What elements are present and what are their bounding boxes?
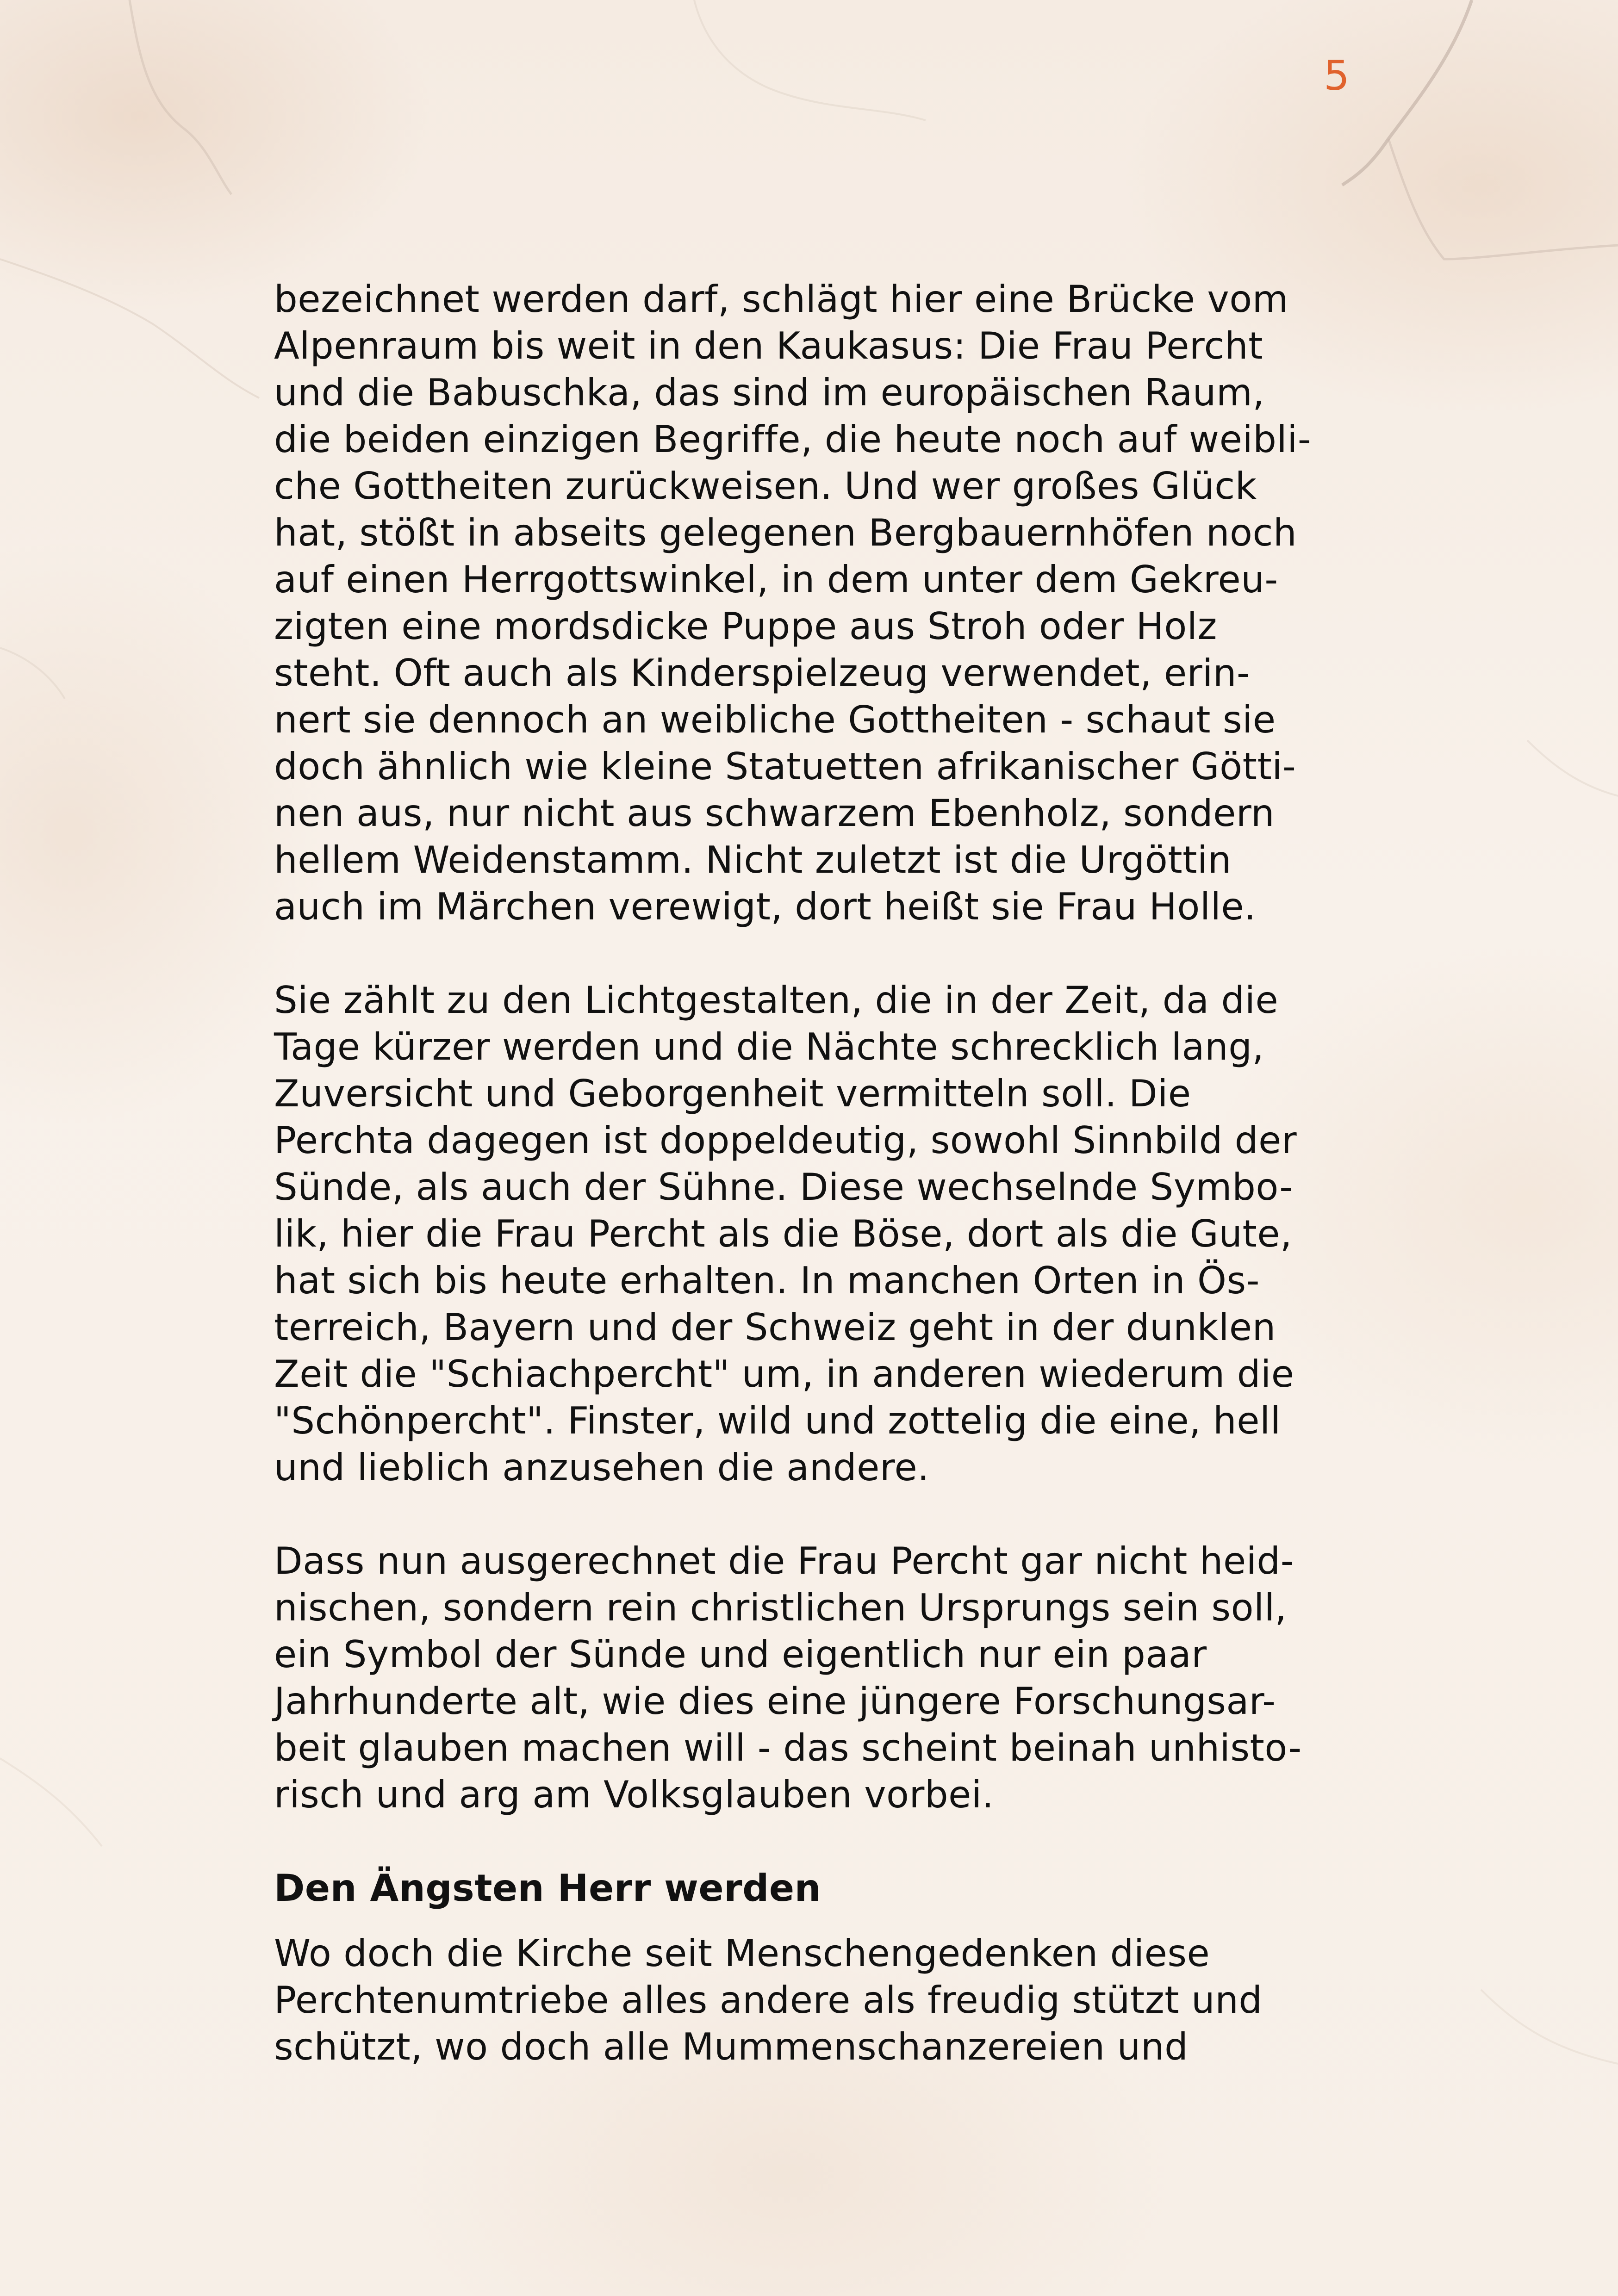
paragraph-2: Sie zählt zu den Lichtgestalten, die in der Zeit, da die Tage kürzer werden und die Nächte schrecklich lang, Zuversicht und Geborgenheit vermitteln soll. Die Perchta dagegen ist doppeldeutig, sowohl Sinnbild der Sünde, als auch der Sühne. Diese wechselnde Symbo- lik, hier die Frau Percht als die Böse, dort als die Gute, hat sich bis heute erhalten. In manchen Orten in Ös- terreich, Bayern und der Schweiz geht in der dunklen Zeit die "Schiachpercht" um, in anderen wiederum die "Schönpercht". Finster, wild und zottelig die eine, hell und lieblich anzusehen die andere. [274,979,1297,1489]
section-heading: Den Ängsten Herr werden [274,1867,821,1910]
paragraph-1: bezeichnet werden darf, schlägt hier eine Brücke vom Alpenraum bis weit in den Kaukasus: Die Frau Percht und die Babuschka, das sind im europäischen Raum, die beiden einzigen Begriffe, die heute noch auf weibli- che Gottheiten zurückweisen. Und wer großes Glück hat, stößt in abseits gelegenen Bergbauernhöfen noch auf einen Herrgottswinkel, in dem unter dem Gekreu- zigten eine mordsdicke Puppe aus Stroh oder Holz steht. Oft auch als Kinderspielzeug verwendet, erin- nert sie dennoch an weibliche Gottheiten - schaut sie doch ähnlich wie kleine Statuetten afrikanischer Götti- nen aus, nur nicht aus schwarzem Ebenholz, sondern hellem Weidenstamm. Nicht zuletzt ist die Urgöttin auch im Märchen verewigt, dort heißt sie Frau Holle. [274,278,1312,928]
page-number: 5 [1324,52,1350,99]
body-text [274,276,1375,2070]
paragraph-3: Dass nun ausgerechnet die Frau Percht gar nicht heid- nischen, sondern rein christlichen Ursprungs sein soll, ein Symbol der Sünde und eigentlich nur ein paar Jahrhunderte alt, wie dies eine jüngere Forschungsar- beit glauben machen will - das scheint beinah unhisto- risch und arg am Volksglauben vorbei. [274,1539,1302,1816]
paragraph-4: Wo doch die Kirche seit Menschengedenken diese Perchtenumtriebe alles andere als freudig stützt und schützt, wo doch alle Mummenschanzereien und [274,1932,1263,2068]
